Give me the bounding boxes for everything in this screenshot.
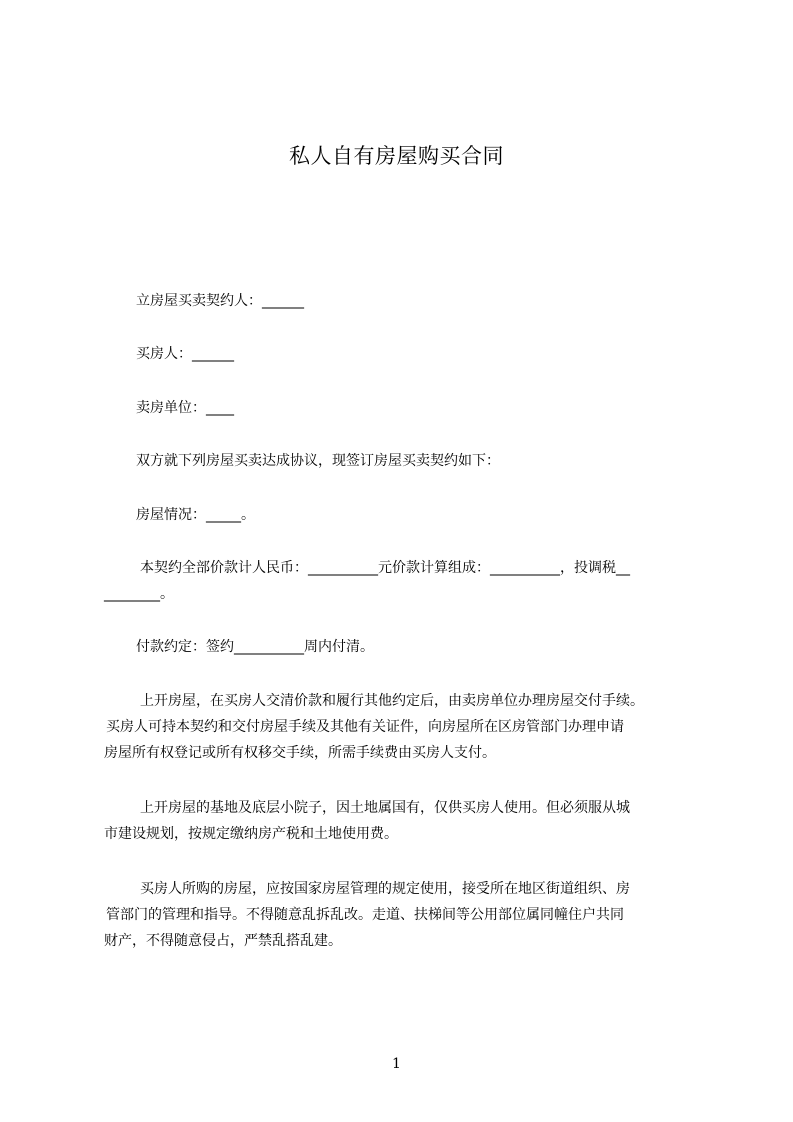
- paragraph-line: 房屋所有权登记或所有权移交手续，所需手续费由买房人支付。: [104, 745, 496, 761]
- paragraph-line: 买房人所购的房屋，应按国家房屋管理的规定使用，接受所在地区街道组织、房: [140, 881, 630, 897]
- paragraph-line: 上开房屋，在买房人交清价款和履行其他约定后，由卖房单位办理房屋交付手续。: [140, 693, 644, 709]
- payment-field: 付款约定：签约__________周内付清。: [136, 639, 374, 655]
- paragraph-line: 买房人可持本契约和交付房屋手续及其他有关证件，向房屋所在区房管部门办理申请: [106, 719, 624, 735]
- buyer-field: 买房人：______: [136, 346, 234, 362]
- seller-field: 卖房单位：____: [136, 400, 234, 416]
- paragraph-line: 管部门的管理和指导。不得随意乱拆乱改。走道、扶梯间等公用部位属同幢住户共同: [106, 907, 624, 923]
- page-number: 1: [392, 1056, 401, 1072]
- paragraph-line: 财产，不得随意侵占，严禁乱搭乱建。: [104, 933, 342, 949]
- document-title: 私人自有房屋购买合同: [289, 144, 504, 168]
- paragraph-line: 上开房屋的基地及底层小院子，因土地属国有，仅供买房人使用。但必须服从城: [140, 800, 630, 816]
- party-field: 立房屋买卖契约人：______: [136, 293, 304, 309]
- house-status-field: 房屋情况：_____。: [136, 507, 255, 523]
- price-clause-line: ________。: [104, 586, 174, 602]
- paragraph-line: 市建设规划，按规定缴纳房产税和土地使用费。: [104, 826, 398, 842]
- price-clause-line: 本契约全部价款计人民币：__________元价款计算组成：__________，投调税__: [140, 560, 630, 576]
- agreement-statement: 双方就下列房屋买卖达成协议，现签订房屋买卖契约如下：: [136, 453, 500, 469]
